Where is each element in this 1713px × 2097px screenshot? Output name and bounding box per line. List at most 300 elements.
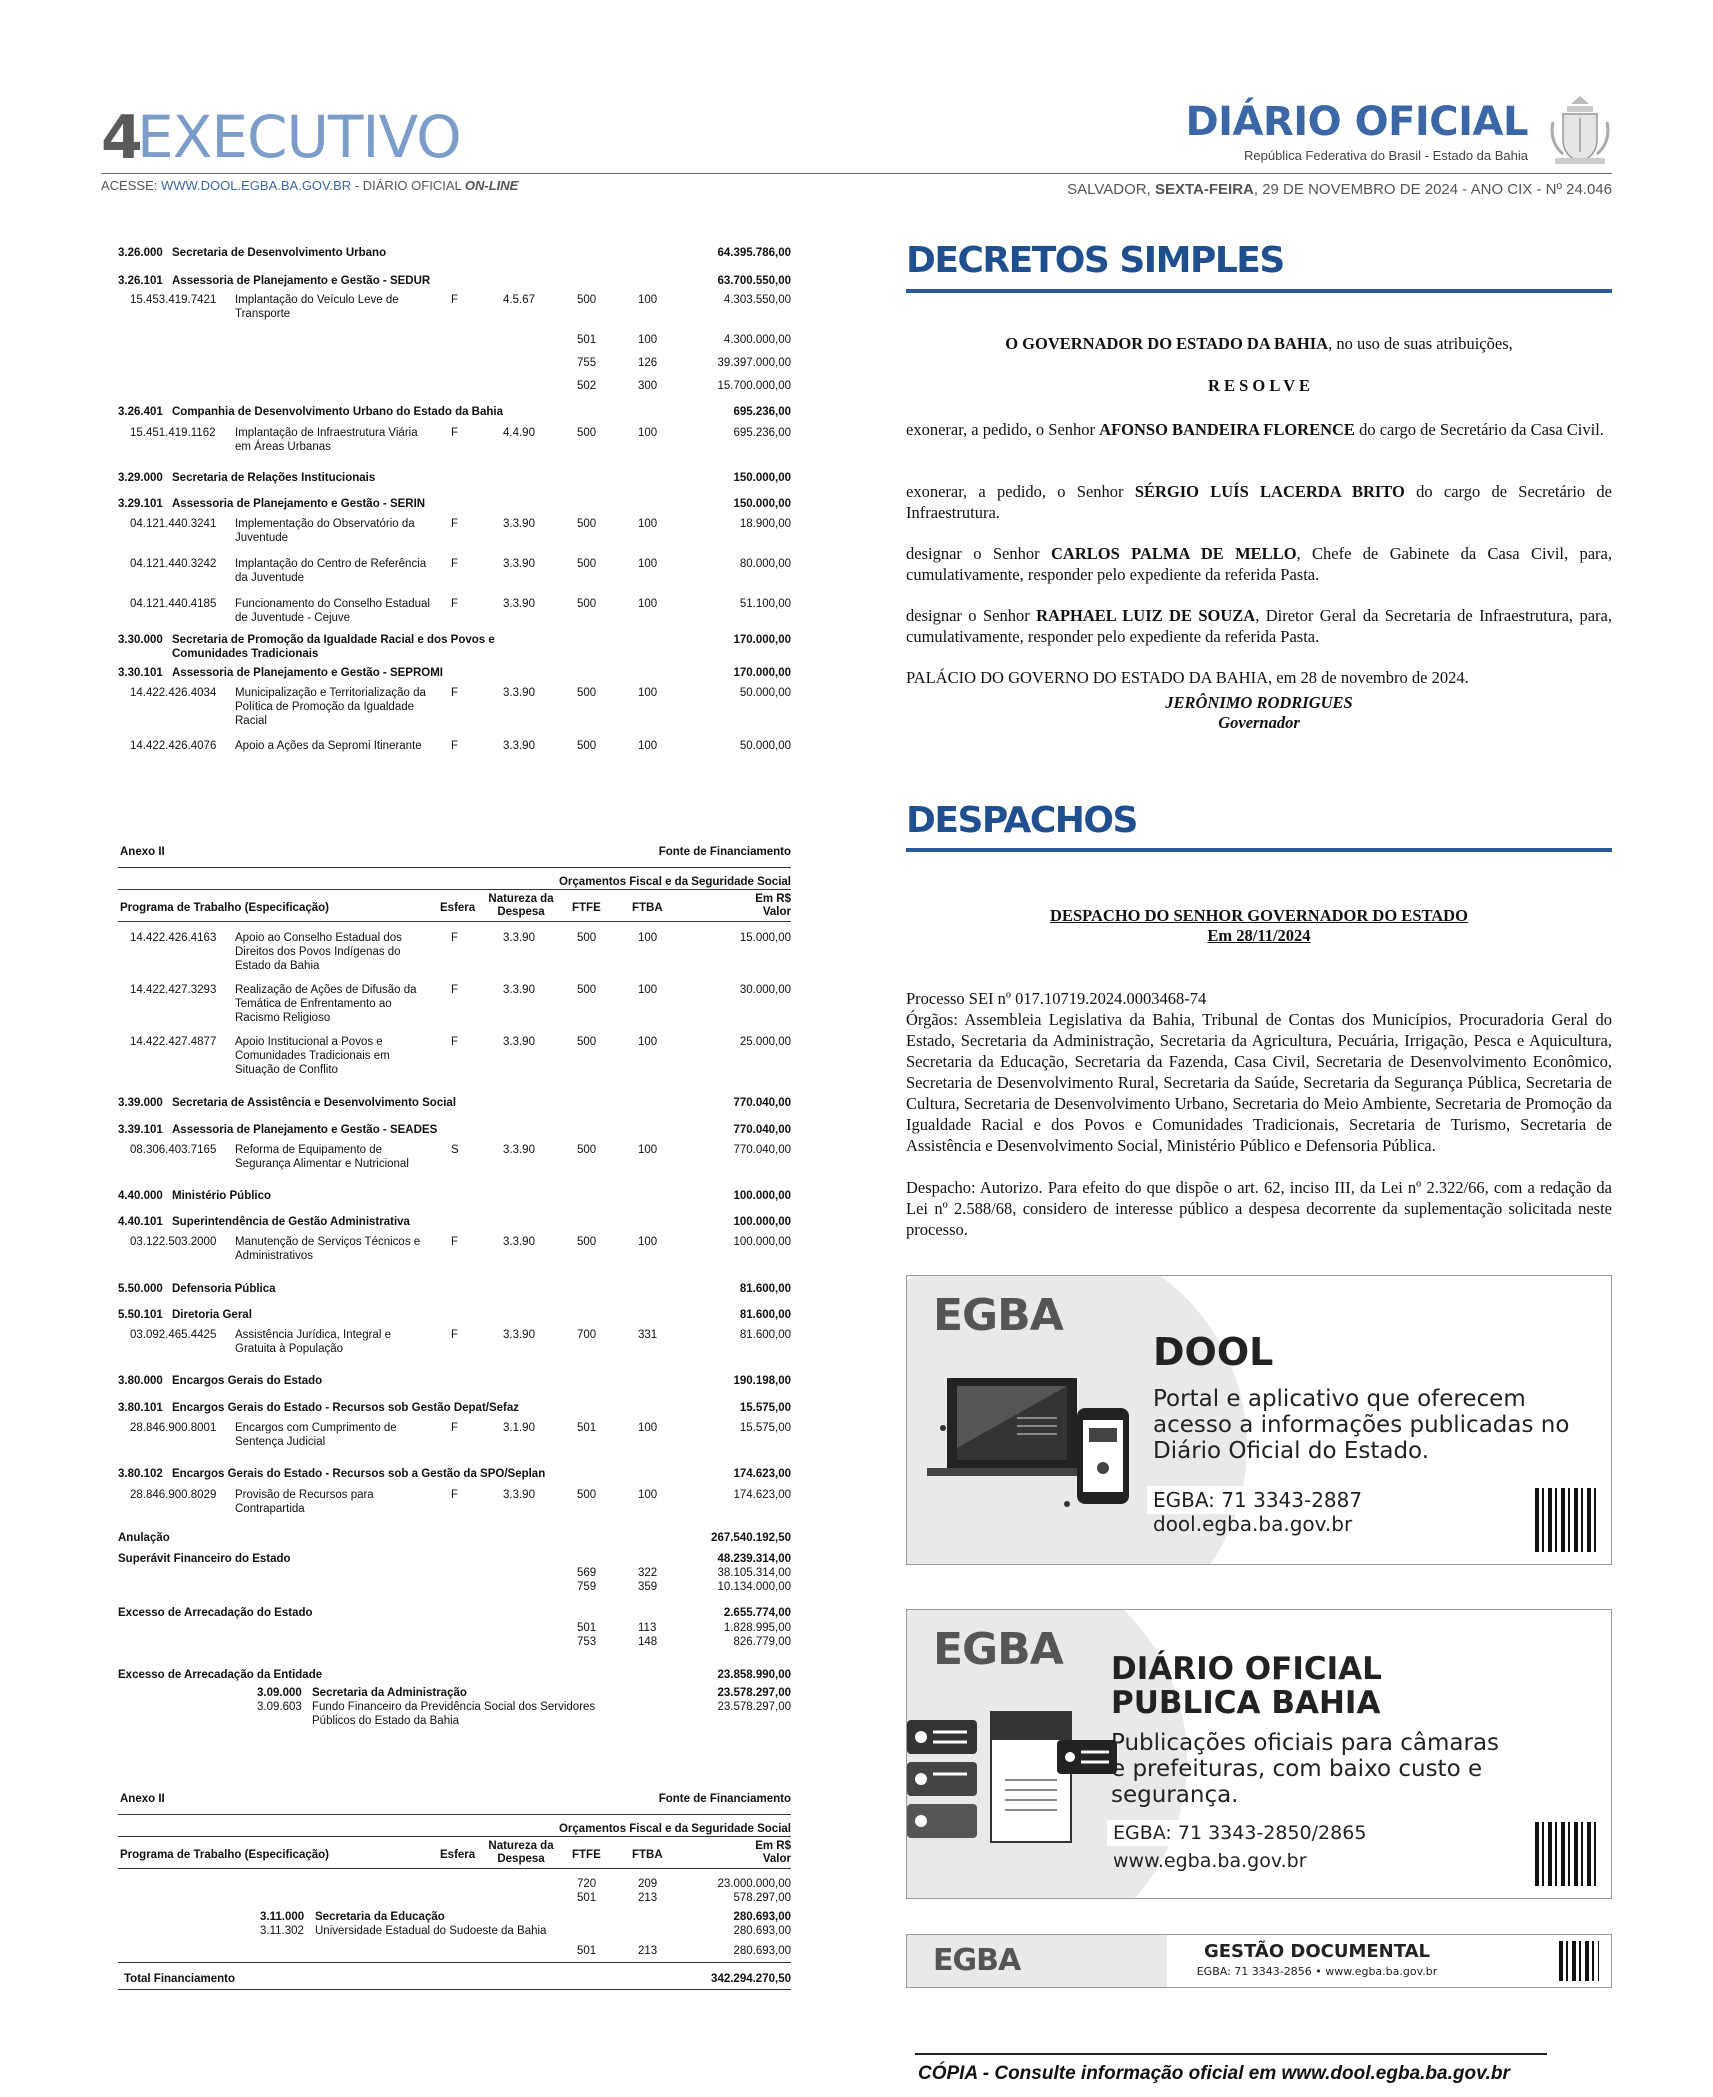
org-value: 280.693,00	[733, 1911, 791, 1923]
natureza-cell: 4.4.90	[503, 427, 535, 439]
qr-code-icon	[1535, 1488, 1599, 1552]
dateline-day: SEXTA-FEIRA	[1154, 181, 1254, 198]
header-rule	[101, 173, 1612, 174]
ftfe-cell: 501	[577, 334, 597, 346]
org-name: Encargos Gerais do Estado - Recursos sob Gestão Depat/Sefaz	[172, 1402, 520, 1414]
org-name: Diretoria Geral	[172, 1309, 252, 1321]
col-programa-header: Programa de Trabalho (Especificação)	[120, 1849, 329, 1861]
access-prefix: ACESSE:	[101, 178, 161, 193]
section-title: EXECUTIVO	[137, 103, 461, 171]
anulacao-value: 267.540.192,50	[711, 1532, 791, 1544]
p2-a: exonerar, a pedido, o Senhor	[906, 482, 1135, 501]
program-code: 03.122.503.2000	[130, 1236, 217, 1248]
entidade-value: 23.578.297,00	[717, 1701, 791, 1713]
org-name: Encargos Gerais do Estado - Recursos sob a Gestão da SPO/Seplan	[172, 1468, 546, 1480]
dool-ad-url[interactable]: dool.egba.ba.gov.br	[1153, 1512, 1353, 1536]
access-suffix: - DIÁRIO OFICIAL	[351, 178, 465, 193]
decreto-paragraph-4	[906, 605, 1612, 647]
ftfe-cell: 500	[577, 1489, 597, 1501]
org-code: 3.26.000	[118, 247, 163, 259]
program-code: 04.121.440.3241	[130, 518, 217, 530]
p1-a: exonerar, a pedido, o Senhor	[906, 420, 1100, 439]
org-value: 174.623,00	[733, 1468, 791, 1480]
p4-c: , Diretor Geral da Secretaria de Infraestrutura, para, cumulativamente, responder pelo expediente da referida Pasta.	[906, 606, 1612, 646]
ftfe-cell: 500	[577, 558, 597, 570]
esfera-cell: F	[451, 598, 459, 610]
esfera-cell: F	[451, 984, 459, 996]
col-natureza-header: Natureza da Despesa	[488, 1840, 554, 1865]
esfera-cell: S	[451, 1144, 459, 1156]
superavit-value: 48.239.314,00	[717, 1553, 791, 1565]
org-value: 190.198,00	[733, 1375, 791, 1387]
ftba-cell: 100	[638, 427, 658, 439]
esfera-cell: F	[451, 740, 459, 752]
org-name: Superintendência de Gestão Administrativa	[172, 1216, 410, 1228]
ftba-cell: 100	[638, 1236, 658, 1248]
org-value: 81.600,00	[739, 1309, 791, 1321]
value-cell: 100.000,00	[733, 1236, 791, 1248]
org-name: Universidade Estadual do Sudoeste da Bahia	[315, 1925, 547, 1937]
ftba-cell: 100	[638, 1489, 658, 1501]
program-code: 14.422.427.4877	[130, 1036, 217, 1048]
ftba-cell: 100	[638, 687, 658, 699]
natureza-cell: 3.3.90	[503, 1329, 535, 1341]
org-code: 3.29.101	[118, 498, 163, 510]
ftba-cell: 100	[638, 598, 658, 610]
program-code: 28.846.900.8029	[130, 1489, 217, 1501]
program-description: Implantação de Infraestrutura Viária em Áreas Urbanas	[235, 427, 418, 453]
ftfe-cell: 502	[577, 380, 597, 392]
natureza-cell: 3.3.90	[503, 598, 535, 610]
program-description: Provisão de Recursos para Contrapartida	[235, 1489, 374, 1515]
esfera-cell: F	[451, 558, 459, 570]
org-value: 100.000,00	[733, 1216, 791, 1228]
p4-a: designar o Senhor	[906, 606, 1037, 625]
value-cell: 1.828.995,00	[723, 1622, 791, 1634]
ftfe-cell: 759	[577, 1581, 597, 1593]
org-name: Secretaria de Promoção da Igualdade Racial e dos Povos e Comunidades Tradicionais	[172, 634, 495, 660]
org-value: 280.693,00	[733, 1925, 791, 1937]
program-description: Realização de Ações de Difusão da Temática de Enfrentamento ao Racismo Religioso	[235, 984, 417, 1024]
ftfe-cell: 753	[577, 1636, 597, 1648]
natureza-cell: 4.5.67	[503, 294, 535, 306]
org-name: Defensoria Pública	[172, 1283, 276, 1295]
palacio-line: PALÁCIO DO GOVERNO DO ESTADO DA BAHIA, em 28 de novembro de 2024.	[906, 668, 1469, 687]
table-rule	[118, 1989, 791, 1990]
col-esfera-header: Esfera	[440, 902, 476, 914]
natureza-cell: 3.3.90	[503, 984, 535, 996]
col-ftfe-header: FTFE	[572, 1849, 601, 1861]
col-valor-header: Em R$ Valor	[755, 1840, 791, 1865]
ftfe-cell: 500	[577, 687, 597, 699]
program-description: Apoio a Ações da Sepromi Itinerante	[235, 740, 422, 752]
ftfe-cell: 500	[577, 1144, 597, 1156]
natureza-cell: 3.3.90	[503, 1144, 535, 1156]
program-code: 14.422.426.4034	[130, 687, 217, 699]
program-code: 04.121.440.4185	[130, 598, 217, 610]
ftba-cell: 100	[638, 294, 658, 306]
ftba-cell: 100	[638, 1036, 658, 1048]
despachos-rule	[906, 848, 1612, 852]
ftba-cell: 100	[638, 518, 658, 530]
p2-name: SÉRGIO LUÍS LACERDA BRITO	[1134, 482, 1405, 501]
footer-copy-notice: CÓPIA - Consulte informação oficial em www.dool.egba.ba.gov.br	[918, 2063, 1510, 2084]
ftfe-cell: 501	[577, 1945, 597, 1957]
ftba-cell: 100	[638, 1144, 658, 1156]
governor-title: O GOVERNADOR DO ESTADO DA BAHIA	[1005, 334, 1329, 353]
publica-ad-title-2: PUBLICA BAHIA	[1111, 1685, 1381, 1721]
orcamentos-label: Orçamentos Fiscal e da Seguridade Social	[558, 876, 791, 888]
ftfe-cell: 755	[577, 357, 597, 369]
total-label: Total Financiamento	[124, 1973, 235, 1985]
ftfe-cell: 500	[577, 932, 597, 944]
org-code: 3.80.000	[118, 1375, 163, 1387]
org-name: Secretaria de Assistência e Desenvolvimento Social	[172, 1097, 457, 1109]
ftba-cell: 213	[638, 1945, 658, 1957]
ftba-cell: 100	[638, 932, 658, 944]
esfera-cell: F	[451, 294, 459, 306]
p3-c: , Chefe de Gabinete da Casa Civil, para, cumulativamente, responder pelo expediente da referida Pasta.	[906, 544, 1612, 584]
masthead-subtitle: República Federativa do Brasil - Estado da Bahia	[1244, 148, 1528, 163]
ftba-cell: 331	[638, 1329, 658, 1341]
excesso-entidade-label: Excesso de Arrecadação da Entidade	[118, 1669, 323, 1681]
value-cell: 10.134.000,00	[717, 1581, 791, 1593]
ftfe-cell: 500	[577, 598, 597, 610]
ftfe-cell: 500	[577, 518, 597, 530]
program-code: 03.092.465.4425	[130, 1329, 217, 1341]
org-code: 3.26.101	[118, 275, 163, 287]
natureza-cell: 3.3.90	[503, 558, 535, 570]
value-cell: 81.600,00	[739, 1329, 791, 1341]
org-name: Assessoria de Planejamento e Gestão - SEADES	[172, 1124, 438, 1136]
table-rule	[118, 867, 791, 868]
org-code: 3.39.000	[118, 1097, 163, 1109]
egba-logo: EGBA	[933, 1290, 1063, 1341]
orcamentos-label: Orçamentos Fiscal e da Seguridade Social	[558, 1823, 791, 1835]
org-value: 170.000,00	[733, 634, 791, 646]
org-name: Secretaria de Relações Institucionais	[172, 472, 376, 484]
program-code: 28.846.900.8001	[130, 1422, 217, 1434]
qr-code-icon	[1535, 1822, 1599, 1886]
ftfe-cell: 720	[577, 1878, 597, 1890]
program-code: 04.121.440.3242	[130, 558, 217, 570]
program-description: Funcionamento do Conselho Estadual de Juventude - Cejuve	[235, 598, 430, 624]
laptop-phone-icon	[917, 1368, 1157, 1518]
org-code: 3.29.000	[118, 472, 163, 484]
program-code: 14.422.427.3293	[130, 984, 217, 996]
org-code: 3.80.102	[118, 1468, 163, 1480]
despacho-title: DESPACHO DO SENHOR GOVERNADOR DO ESTADO	[1050, 906, 1468, 925]
gestao-title: GESTÃO DOCUMENTAL	[1203, 1941, 1431, 1962]
decreto-paragraph-1	[906, 419, 1612, 440]
program-code: 08.306.403.7165	[130, 1144, 217, 1156]
value-cell: 80.000,00	[739, 558, 791, 570]
program-description: Implantação do Veículo Leve de Transporte	[235, 294, 399, 320]
esfera-cell: F	[451, 1036, 459, 1048]
col-ftba-header: FTBA	[632, 902, 663, 914]
value-cell: 30.000,00	[739, 984, 791, 996]
dool-ad-title: DOOL	[1153, 1330, 1274, 1374]
ftba-cell: 113	[638, 1622, 657, 1634]
natureza-cell: 3.3.90	[503, 518, 535, 530]
org-code: 3.26.401	[118, 406, 163, 418]
org-name: Ministério Público	[172, 1190, 272, 1202]
org-code: 4.40.000	[118, 1190, 163, 1202]
value-cell: 770.040,00	[733, 1144, 791, 1156]
intro-rest: , no uso de suas atribuições,	[1328, 334, 1513, 353]
ftfe-cell: 500	[577, 1236, 597, 1248]
anulacao-label: Anulação	[118, 1532, 170, 1544]
org-name: Assessoria de Planejamento e Gestão - SERIN	[172, 498, 426, 510]
egba-logo: EGBA	[933, 1943, 1021, 1978]
org-code: 5.50.000	[118, 1283, 163, 1295]
ftba-cell: 300	[638, 380, 658, 392]
excesso-entidade-value: 23.858.990,00	[717, 1669, 791, 1681]
org-name: Secretaria de Desenvolvimento Urbano	[172, 247, 387, 259]
program-description: Manutenção de Serviços Técnicos e Administrativos	[235, 1236, 421, 1262]
org-code: 3.80.101	[118, 1402, 163, 1414]
decretos-heading: DECRETOS SIMPLES	[906, 240, 1284, 281]
qr-code-icon	[1559, 1941, 1599, 1981]
value-cell: 50.000,00	[739, 687, 791, 699]
esfera-cell: F	[451, 1329, 459, 1341]
org-name: Companhia de Desenvolvimento Urbano do Estado da Bahia	[172, 406, 504, 418]
publica-ad-text: Publicações oficiais para câmaras e prefeituras, com baixo custo e segurança.	[1111, 1730, 1500, 1808]
despacho-orgaos: Órgãos: Assembleia Legislativa da Bahia, Tribunal de Contas dos Municípios, Procuradoria Geral do Estado, Secretaria da Administração, Secretaria da Agricultura, Pecuária, Irrigação, Pesca e Aquicultura, Secretaria da Educação, Secretaria da Fazenda, Casa Civil, Secretaria de Desenvolvimento Econômico, Secretaria de Desenvolvimento Rural, Secretaria da Saúde, Secretaria da Segurança Pública, Secretaria de Cultura, Secretaria de Desenvolvimento Urbano, Secretaria do Meio Ambiente, Secretaria de Promoção da Igualdade Racial e dos Povos e Comunidades Tradicionais, Secretaria de Turismo, Secretaria de Assistência e Desenvolvimento Social, Ministério Público e Defensoria Pública.	[906, 1010, 1612, 1155]
ftfe-cell: 500	[577, 427, 597, 439]
despacho-date: Em 28/11/2024	[1207, 926, 1311, 945]
org-value: 100.000,00	[733, 1190, 791, 1202]
ftfe-cell: 500	[577, 984, 597, 996]
esfera-cell: F	[451, 518, 459, 530]
ftfe-cell: 500	[577, 294, 597, 306]
annex-label: Anexo II	[120, 1793, 165, 1805]
dool-ad-text: Portal e aplicativo que oferecem acesso a informações publicadas no Diário Oficial do Estado.	[1153, 1386, 1570, 1464]
p1-c: do cargo de Secretário da Casa Civil.	[1354, 420, 1604, 439]
org-name: Encargos Gerais do Estado	[172, 1375, 323, 1387]
value-cell: 174.623,00	[733, 1489, 791, 1501]
org-value: 64.395.786,00	[717, 247, 791, 259]
entidade-code: 3.09.603	[257, 1701, 302, 1713]
page-number: 4	[101, 103, 143, 173]
ftba-cell: 126	[638, 357, 658, 369]
org-value: 81.600,00	[739, 1283, 791, 1295]
access-url-link[interactable]: WWW.DOOL.EGBA.BA.GOV.BR	[160, 178, 352, 193]
ftba-cell: 322	[638, 1567, 658, 1579]
value-cell: 51.100,00	[739, 598, 791, 610]
ftba-cell: 213	[638, 1892, 658, 1904]
program-description: Assistência Jurídica, Integral e Gratuita à População	[235, 1329, 391, 1355]
superavit-label: Superávit Financeiro do Estado	[118, 1553, 291, 1565]
ftba-cell: 100	[638, 1422, 658, 1434]
dateline	[1067, 181, 1612, 198]
org-value: 150.000,00	[733, 498, 791, 510]
org-value: 170.000,00	[733, 667, 791, 679]
total-value: 342.294.270,50	[711, 1973, 791, 1985]
annex-label: Anexo II	[120, 846, 165, 858]
org-code: 5.50.101	[118, 1309, 163, 1321]
esfera-cell: F	[451, 427, 459, 439]
decretos-rule	[906, 289, 1612, 293]
table-rule	[118, 1836, 791, 1837]
org-code: 3.11.000	[260, 1911, 305, 1923]
value-cell: 4.300.000,00	[723, 334, 791, 346]
despachos-heading: DESPACHOS	[906, 800, 1137, 841]
excesso-estado-value: 2.655.774,00	[723, 1607, 791, 1619]
value-cell: 39.397.000,00	[717, 357, 791, 369]
table-rule	[118, 1868, 791, 1869]
p3-name: CARLOS PALMA DE MELLO	[1050, 544, 1297, 563]
natureza-cell: 3.3.90	[503, 1489, 535, 1501]
entidade-name: Fundo Financeiro da Previdência Social dos Servidores Públicos do Estado da Bahia	[312, 1701, 596, 1727]
decreto-paragraph-3	[906, 543, 1612, 585]
org-code: 3.30.101	[118, 667, 163, 679]
value-cell: 15.700.000,00	[717, 380, 791, 392]
program-code: 15.453.419.7421	[130, 294, 217, 306]
value-cell: 23.000.000,00	[717, 1878, 791, 1890]
col-valor-header: Em R$ Valor	[755, 893, 791, 918]
col-esfera-header: Esfera	[440, 1849, 476, 1861]
gestao-documental-ad[interactable]	[906, 1934, 1612, 1988]
org-code: 3.30.000	[118, 634, 163, 646]
natureza-cell: 3.3.90	[503, 1236, 535, 1248]
ftba-cell: 148	[638, 1636, 658, 1648]
value-cell: 280.693,00	[733, 1945, 791, 1957]
natureza-cell: 3.1.90	[503, 1422, 535, 1434]
col-ftba-header: FTBA	[632, 1849, 663, 1861]
egba-logo: EGBA	[933, 1624, 1063, 1675]
table-rule	[118, 1962, 791, 1963]
publica-ad-url[interactable]: www.egba.ba.gov.br	[1113, 1850, 1307, 1872]
program-code: 15.451.419.1162	[130, 427, 216, 439]
org-name: Assessoria de Planejamento e Gestão - SEDUR	[172, 275, 431, 287]
org-code: 3.11.302	[260, 1925, 304, 1937]
p2-c: do cargo de Secretário de Infraestrutura.	[906, 482, 1613, 522]
org-code: 4.40.101	[118, 1216, 163, 1228]
value-cell: 38.105.314,00	[717, 1567, 791, 1579]
decretos-intro	[906, 333, 1612, 354]
esfera-cell: F	[451, 1489, 459, 1501]
table-rule	[118, 921, 791, 922]
despacho-processo: Processo SEI nº 017.10719.2024.0003468-74	[906, 989, 1207, 1008]
ftba-cell: 359	[638, 1581, 658, 1593]
program-description: Reforma de Equipamento de Segurança Alimentar e Nutricional	[235, 1144, 409, 1170]
esfera-cell: F	[451, 1236, 459, 1248]
esfera-cell: F	[451, 932, 459, 944]
dateline-rest: , 29 DE NOVEMBRO DE 2024 - ANO CIX - Nº 24.046	[1253, 181, 1612, 198]
esfera-cell: F	[451, 1422, 459, 1434]
ftfe-cell: 569	[577, 1567, 597, 1579]
org-value: 63.700.550,00	[717, 275, 791, 287]
org-value: 770.040,00	[733, 1097, 791, 1109]
org-name: Secretaria da Educação	[315, 1911, 445, 1923]
program-description: Encargos com Cumprimento de Sentença Judicial	[235, 1422, 397, 1448]
ftba-cell: 100	[638, 558, 658, 570]
gestao-contact: EGBA: 71 3343-2856 • www.egba.ba.gov.br	[1196, 1965, 1438, 1978]
natureza-cell: 3.3.90	[503, 932, 535, 944]
ftba-cell: 100	[638, 334, 658, 346]
program-description: Apoio ao Conselho Estadual dos Direitos dos Povos Indígenas do Estado da Bahia	[235, 932, 402, 972]
value-cell: 695.236,00	[733, 427, 791, 439]
publica-bahia-ad[interactable]	[906, 1609, 1612, 1899]
table-rule	[118, 1814, 791, 1815]
table-rule	[118, 889, 791, 890]
ftfe-cell: 501	[577, 1892, 597, 1904]
program-description: Municipalização e Territorialização da Política de Promoção da Igualdade Racial	[235, 687, 426, 727]
program-description: Implantação do Centro de Referência da Juventude	[235, 558, 427, 584]
excesso-estado-label: Excesso de Arrecadação do Estado	[118, 1607, 313, 1619]
col-natureza-header: Natureza da Despesa	[488, 893, 554, 918]
ftfe-cell: 700	[577, 1329, 597, 1341]
access-line	[101, 178, 518, 193]
org-value: 770.040,00	[733, 1124, 791, 1136]
value-cell: 50.000,00	[739, 740, 791, 752]
resolve-label: R E S O L V E	[1207, 376, 1311, 395]
natureza-cell: 3.3.90	[503, 740, 535, 752]
footer-rule	[915, 2053, 1547, 2055]
org-value: 150.000,00	[733, 472, 791, 484]
dool-ad-phone: EGBA: 71 3343-2887	[1147, 1486, 1368, 1514]
value-cell: 826.779,00	[733, 1636, 791, 1648]
program-code: 14.422.426.4076	[130, 740, 217, 752]
org-code: 3.39.101	[118, 1124, 163, 1136]
signer-name: JERÔNIMO RODRIGUES	[1165, 693, 1353, 712]
ftba-cell: 100	[638, 740, 658, 752]
natureza-cell: 3.3.90	[503, 1036, 535, 1048]
ftfe-cell: 501	[577, 1622, 597, 1634]
ftba-cell: 209	[638, 1878, 658, 1890]
value-cell: 15.575,00	[739, 1422, 791, 1434]
publica-ad-phone: EGBA: 71 3343-2850/2865	[1107, 1820, 1372, 1846]
entidade-name: Secretaria da Administração	[312, 1687, 467, 1699]
org-name: Assessoria de Planejamento e Gestão - SEPROMI	[172, 667, 443, 679]
dool-ad[interactable]	[906, 1275, 1612, 1565]
esfera-cell: F	[451, 687, 459, 699]
org-value: 15.575,00	[739, 1402, 791, 1414]
access-online: ON-LINE	[464, 178, 519, 193]
program-description: Implementação do Observatório da Juventude	[235, 518, 415, 544]
program-description: Apoio Institucional a Povos e Comunidades Tradicionais em Situação de Conflito	[235, 1036, 390, 1076]
despacho-text: Despacho: Autorizo. Para efeito do que dispõe o art. 62, inciso III, da Lei nº 2.322/66, com a redação da Lei nº 2.588/68, considero de interesse público a despesa decorrente da suplementação solicitada neste processo.	[906, 1178, 1612, 1239]
documents-icon	[907, 1710, 1127, 1870]
value-cell: 18.900,00	[739, 518, 791, 530]
masthead-title: DIÁRIO OFICIAL	[1185, 99, 1528, 145]
ftfe-cell: 500	[577, 1036, 597, 1048]
ftfe-cell: 501	[577, 1422, 597, 1434]
entidade-code: 3.09.000	[257, 1687, 302, 1699]
entidade-value: 23.578.297,00	[717, 1687, 791, 1699]
value-cell: 4.303.550,00	[723, 294, 791, 306]
ftfe-cell: 500	[577, 740, 597, 752]
ftba-cell: 100	[638, 984, 658, 996]
fonte-label: Fonte de Financiamento	[658, 1793, 791, 1805]
natureza-cell: 3.3.90	[503, 687, 535, 699]
bahia-coat-of-arms-icon	[1545, 92, 1615, 168]
col-ftfe-header: FTFE	[572, 902, 601, 914]
value-cell: 15.000,00	[739, 932, 791, 944]
signer-role: Governador	[1218, 713, 1300, 732]
org-value: 695.236,00	[733, 406, 791, 418]
decreto-paragraph-2	[906, 481, 1612, 523]
p3-a: designar o Senhor	[906, 544, 1051, 563]
value-cell: 578.297,00	[733, 1892, 791, 1904]
dateline-city: SALVADOR,	[1067, 181, 1155, 198]
p4-name: RAPHAEL LUIZ DE SOUZA	[1036, 606, 1256, 625]
program-code: 14.422.426.4163	[130, 932, 217, 944]
value-cell: 25.000,00	[739, 1036, 791, 1048]
publica-ad-title-1: DIÁRIO OFICIAL	[1111, 1651, 1382, 1687]
fonte-label: Fonte de Financiamento	[658, 846, 791, 858]
